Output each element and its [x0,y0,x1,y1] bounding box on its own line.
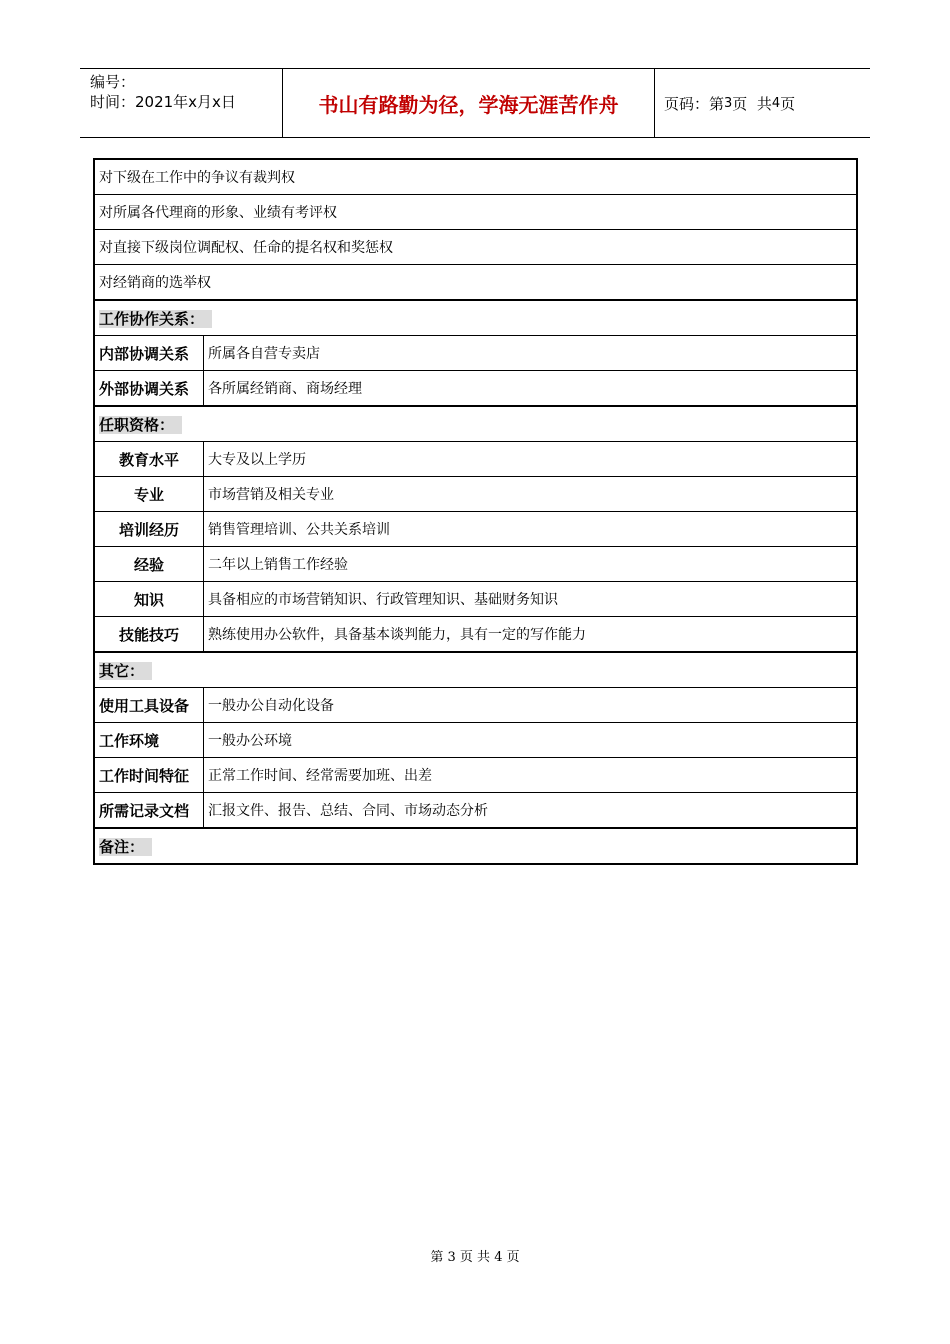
table-row [94,442,857,477]
table-row [94,477,857,512]
document-date: 时间：2021年x月x日 [90,93,236,111]
row-label: 技能技巧 [94,617,204,653]
page-mid: 页 共 [732,94,772,113]
row-value: 二年以上销售工作经验 [204,547,858,582]
header-page-info [664,69,795,137]
row-label: 外部协调关系 [94,371,204,407]
page-header [80,68,870,138]
row-label: 知识 [94,582,204,617]
page-footer: 第 3 页 共 4 页 [430,1250,520,1265]
row-label: 工作环境 [94,723,204,758]
row-value: 具备相应的市场营销知识、行政管理知识、基础财务知识 [204,582,858,617]
authority-item: 对所属各代理商的形象、业绩有考评权 [94,195,857,230]
row-value: 销售管理培训、公共关系培训 [204,512,858,547]
table-row [94,265,857,301]
row-label: 使用工具设备 [94,688,204,723]
row-value: 熟练使用办公软件，具备基本谈判能力，具有一定的写作能力 [204,617,858,653]
row-value: 汇报文件、报告、总结、合同、市场动态分析 [204,793,858,829]
table-row [94,793,857,829]
row-label: 培训经历 [94,512,204,547]
row-value: 市场营销及相关专业 [204,477,858,512]
row-label: 经验 [94,547,204,582]
header-motto: 书山有路勤为径，学海无涯苦作舟 [318,92,619,117]
section-title-relations: 工作协作关系： [99,310,212,328]
page-total: 4 [771,95,781,111]
row-label: 专业 [94,477,204,512]
row-label: 教育水平 [94,442,204,477]
table-row [94,159,857,195]
table-row [94,723,857,758]
row-value: 大专及以上学历 [204,442,858,477]
header-divider [654,69,655,137]
section-header [94,652,857,688]
row-value: 一般办公环境 [204,723,858,758]
table-row [94,512,857,547]
section-title-other: 其它： [99,662,152,680]
row-value: 所属各自营专卖店 [204,336,858,371]
authority-item: 对下级在工作中的争议有裁判权 [94,159,857,195]
table-row [94,688,857,723]
table-row [94,617,857,653]
section-title-qualifications: 任职资格： [99,416,182,434]
page-end: 页 [780,94,796,113]
document-number: 编号： [90,73,136,91]
section-header [94,406,857,442]
page-label: 页码：第 [664,94,725,113]
table-row [94,582,857,617]
table-row [94,336,857,371]
job-description-table [93,158,858,865]
authority-item: 对直接下级岗位调配权、任命的提名权和奖惩权 [94,230,857,265]
authority-item: 对经销商的选举权 [94,265,857,301]
row-value: 各所属经销商、商场经理 [204,371,858,407]
table-row [94,230,857,265]
row-value: 正常工作时间、经常需要加班、出差 [204,758,858,793]
row-label: 所需记录文档 [94,793,204,829]
section-title-remarks: 备注： [99,838,152,856]
section-header [94,300,857,336]
row-label: 工作时间特征 [94,758,204,793]
row-label: 内部协调关系 [94,336,204,371]
table-row [94,547,857,582]
section-header [94,828,857,864]
row-value: 一般办公自动化设备 [204,688,858,723]
table-row [94,371,857,407]
table-row [94,195,857,230]
table-row [94,758,857,793]
header-meta [90,72,236,112]
page-current: 3 [724,95,733,111]
